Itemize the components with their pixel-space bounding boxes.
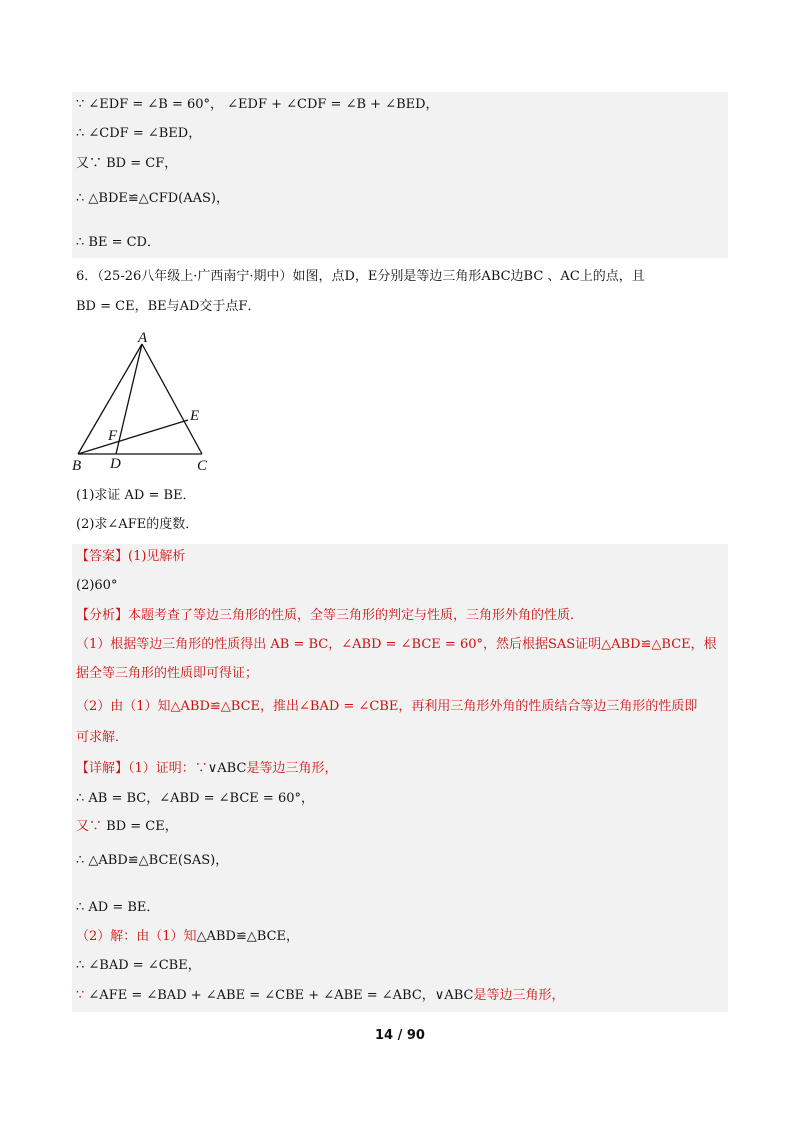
detail-line-2: ∴ AB = BC，∠ABD = ∠BCE = 60°， [76, 791, 314, 806]
detail-line-3-body: BD = CE， [102, 819, 178, 834]
prev-solution-line-3: 又∵ BD = CF， [76, 156, 178, 171]
detail-line-7: ∴ ∠BAD = ∠CBE， [76, 958, 201, 973]
detail-line-8-suffix: 是等边三角形， [473, 988, 565, 1003]
sub-question-2: (2)求∠AFE的度数． [76, 517, 199, 532]
label-c: C [197, 458, 208, 474]
answer-line-2: (2)60° [76, 578, 118, 593]
detail-line-8-body: ∠AFE = ∠BAD + ∠ABE = ∠CBE + ∠ABE = ∠ABC，∨ABC [84, 988, 474, 1003]
edge-ac [142, 344, 202, 454]
label-b: B [72, 458, 82, 474]
answer-line-1: 【答案】(1)见解析 [76, 549, 186, 564]
detail-line-1-prefix: 【详解】（1）证明：∵ [76, 761, 208, 776]
detail-line-3-prefix: 又∵ [76, 819, 103, 834]
question-line-2: BD = CE，BE与AD交于点F． [76, 299, 261, 314]
label-e: E [190, 408, 200, 424]
detail-line-1-triangle: ∨ABC [207, 761, 247, 776]
detail-line-3 [76, 818, 178, 836]
triangle-figure [72, 328, 232, 478]
prev-solution-line-5: ∴ BE = CD． [76, 235, 160, 250]
prev-solution-line-1: ∵ ∠EDF = ∠B = 60°， ∠EDF + ∠CDF = ∠B + ∠BED， [76, 97, 439, 112]
page-number: 14 / 90 [375, 1028, 425, 1043]
prev-solution-line-2: ∴ ∠CDF = ∠BED， [76, 126, 202, 141]
detail-line-1 [76, 760, 337, 778]
prev-solution-line-4: ∴ △BDE≌△CFD(AAS)， [76, 191, 229, 206]
detail-line-6 [76, 928, 299, 946]
analysis-line-1: 【分析】本题考查了等边三角形的性质，全等三角形的判定与性质，三角形外角的性质． [76, 608, 584, 623]
solution-background [72, 92, 728, 258]
detail-line-8 [76, 987, 564, 1005]
segment-ad [116, 344, 142, 454]
analysis-line-2: （1）根据等边三角形的性质得出 AB = BC，∠ABD = ∠BCE = 60°，然后根据SAS证明△ABD≌△BCE，根 [76, 637, 717, 652]
analysis-line-3: 据全等三角形的性质即可得证； [76, 666, 259, 681]
detail-line-4: ∴ △ABD≌△BCE(SAS)， [76, 853, 229, 868]
detail-line-5: ∴ AD = BE． [76, 900, 160, 915]
detail-line-8-prefix: ∵ [76, 988, 85, 1003]
label-a: A [138, 330, 148, 346]
detail-line-6-prefix: （2）解：由（1）知 [76, 929, 197, 944]
label-f: F [108, 428, 118, 444]
detail-line-6-body: △ABD≌△BCE， [196, 929, 300, 944]
sub-question-1: (1)求证 AD = BE． [76, 488, 196, 503]
analysis-line-4: （2）由（1）知△ABD≌△BCE，推出∠BAD = ∠CBE，再利用三角形外角的性质结合等边三角形的性质即 [76, 699, 698, 714]
question-line-1: 6．（25-26八年级上·广西南宁·期中）如图，点D，E分别是等边三角形ABC边BC 、AC上的点，且 [76, 269, 645, 284]
analysis-line-5: 可求解． [76, 730, 129, 745]
detail-line-1-suffix: 是等边三角形， [246, 761, 338, 776]
label-d: D [110, 456, 121, 472]
